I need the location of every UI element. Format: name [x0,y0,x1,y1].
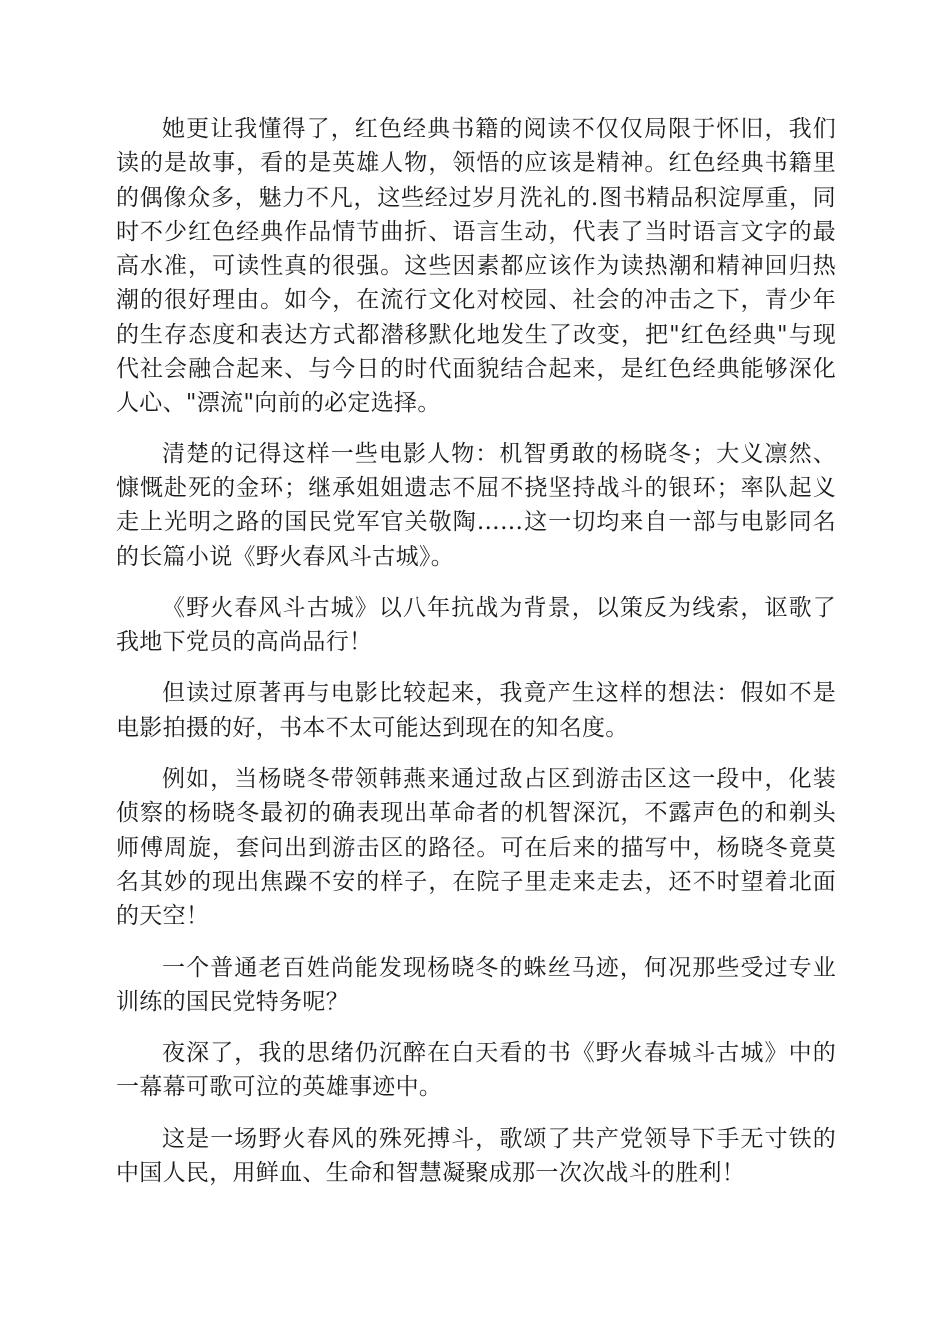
document-body [116,112,836,1207]
paragraph: 她更让我懂得了，红色经典书籍的阅读不仅仅局限于怀旧，我们读的是故事，看的是英雄人物，领悟的应该是精神。红色经典书籍里的偶像众多，魅力不凡，这些经过岁月洗礼的.图书精品积淀厚重，同时不少红色经典作品情节曲折、语言生动，代表了当时语言文字的最高水准，可读性真的很强。这些因素都应该作为读热潮和精神回归热潮的很好理由。如今，在流行文化对校园、社会的冲击之下，青少年的生存态度和表达方式都潜移默化地发生了改变，把"红色经典"与现代社会融合起来、与今日的时代面貌结合起来，是红色经典能够深化人心、"漂流"向前的必定选择。 [116,116,836,417]
paragraph: 夜深了，我的思绪仍沉醉在白天看的书《野火春城斗古城》中的一幕幕可歌可泣的英雄事迹中。 [116,1040,836,1101]
paragraph: 一个普通老百姓尚能发现杨晓冬的蛛丝马迹，何况那些受过专业训练的国民党特务呢？ [116,954,836,1015]
paragraph: 《野火春风斗古城》以八年抗战为背景，以策反为线索，讴歌了我地下党员的高尚品行！ [116,594,836,656]
paragraph: 这是一场野火春风的殊死搏斗，歌颂了共产党领导下手无寸铁的中国人民，用鲜血、生命和智慧凝聚成那一次次战斗的胜利！ [116,1125,836,1187]
paragraph: 但读过原著再与电影比较起来，我竟产生这样的想法：假如不是电影拍摄的好，书本不太可能达到现在的知名度。 [116,680,836,741]
paragraph: 例如，当杨晓冬带领韩燕来通过敌占区到游击区这一段中，化装侦察的杨晓冬最初的确表现出革命者的机智深沉，不露声色的和剃头师傅周旋，套问出到游击区的路径。可在后来的描写中，杨晓冬竟莫名其妙的现出焦躁不安的样子，在院子里走来走去，还不时望着北面的天空！ [116,766,836,930]
paragraph: 清楚的记得这样一些电影人物：机智勇敢的杨晓冬；大义凛然、慷慨赴死的金环；继承姐姐遗志不屈不挠坚持战斗的银环；率队起义走上光明之路的国民党军官关敬陶……这一切均来自一部与电影同名的长篇小说《野火春风斗古城》。 [116,440,836,570]
